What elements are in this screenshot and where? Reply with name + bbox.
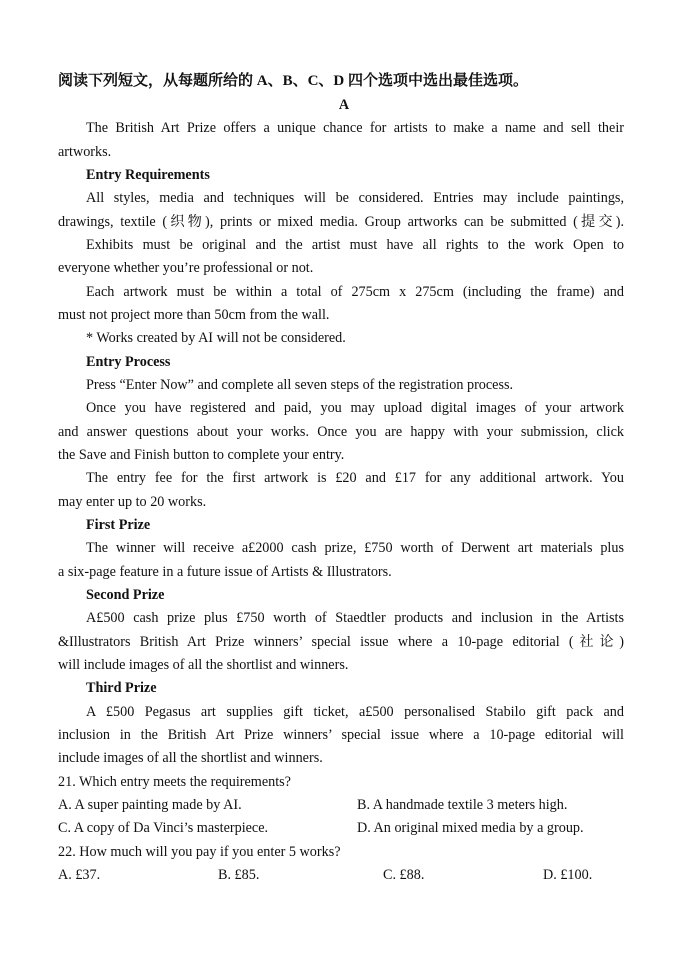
option-21-a: A. A super painting made by AI. bbox=[58, 797, 242, 813]
option-21-c: C. A copy of Da Vinci’s masterpiece. bbox=[58, 820, 269, 836]
paragraph-line: A £500 Pegasus art supplies gift ticket, a£500 personalised Stabilo gift pack and bbox=[86, 704, 624, 720]
paragraph-line: inclusion in the British Art Prize winners’ special issue where a 10-page editorial will bbox=[58, 727, 624, 743]
paragraph-line: &Illustrators British Art Prize winners’ special issue where a 10-page editorial (社论) bbox=[58, 634, 624, 650]
paragraph-line: Press “Enter Now” and complete all seven steps of the registration process. bbox=[86, 377, 514, 393]
instruction: 阅读下列短文，从每题所给的 A、B、C、D 四个选项中选出最佳选项。 bbox=[58, 73, 529, 89]
paragraph-line: and answer questions about your works. Once you are happy with your submission, click bbox=[58, 424, 624, 440]
paragraph-line: artworks. bbox=[58, 144, 112, 160]
paragraph-line: include images of all the shortlist and winners. bbox=[58, 750, 323, 766]
paragraph-line: may enter up to 20 works. bbox=[58, 494, 207, 510]
paragraph-line: The entry fee for the first artwork is £20 and £17 for any additional artwork. You bbox=[86, 470, 624, 486]
paragraph-line: A£500 cash prize plus £750 worth of Staedtler products and inclusion in the Artists bbox=[86, 610, 624, 626]
paragraph-line: will include images of all the shortlist and winners. bbox=[58, 657, 349, 673]
paragraph-line: drawings, textile (织物), prints or mixed media. Group artworks can be submitted (提交). bbox=[58, 214, 624, 230]
paragraph-line: a six-page feature in a future issue of Artists & Illustrators. bbox=[58, 564, 392, 580]
paragraph-line: All styles, media and techniques will be considered. Entries may include paintings, bbox=[86, 190, 624, 206]
option-22-b: B. £85. bbox=[218, 867, 260, 883]
passage-label: A bbox=[338, 97, 350, 113]
section-heading: First Prize bbox=[86, 517, 151, 533]
paragraph-line: The winner will receive a£2000 cash prize, £750 worth of Derwent art materials plus bbox=[86, 540, 624, 556]
question-21: 21. Which entry meets the requirements? bbox=[58, 774, 291, 790]
section-heading: Third Prize bbox=[86, 680, 157, 696]
option-21-d: D. An original mixed media by a group. bbox=[357, 820, 584, 836]
paragraph-line: Each artwork must be within a total of 275cm x 275cm (including the frame) and bbox=[86, 284, 624, 300]
paragraph-line: Once you have registered and paid, you may upload digital images of your artwork bbox=[86, 400, 624, 416]
option-22-a: A. £37. bbox=[58, 867, 101, 883]
paragraph-line: * Works created by AI will not be considered. bbox=[86, 330, 346, 346]
paragraph-line: must not project more than 50cm from the wall. bbox=[58, 307, 330, 323]
paragraph-line: Exhibits must be original and the artist must have all rights to the work Open to bbox=[86, 237, 624, 253]
paragraph-line: The British Art Prize offers a unique chance for artists to make a name and sell their bbox=[86, 120, 624, 136]
option-21-b: B. A handmade textile 3 meters high. bbox=[357, 797, 568, 813]
section-heading: Second Prize bbox=[86, 587, 165, 603]
paragraph-line: the Save and Finish button to complete your entry. bbox=[58, 447, 345, 463]
section-heading: Entry Process bbox=[86, 354, 171, 370]
option-22-c: C. £88. bbox=[383, 867, 425, 883]
section-heading: Entry Requirements bbox=[86, 167, 210, 183]
question-22: 22. How much will you pay if you enter 5 works? bbox=[58, 844, 341, 860]
paragraph-line: everyone whether you’re professional or not. bbox=[58, 260, 314, 276]
option-22-d: D. £100. bbox=[543, 867, 593, 883]
